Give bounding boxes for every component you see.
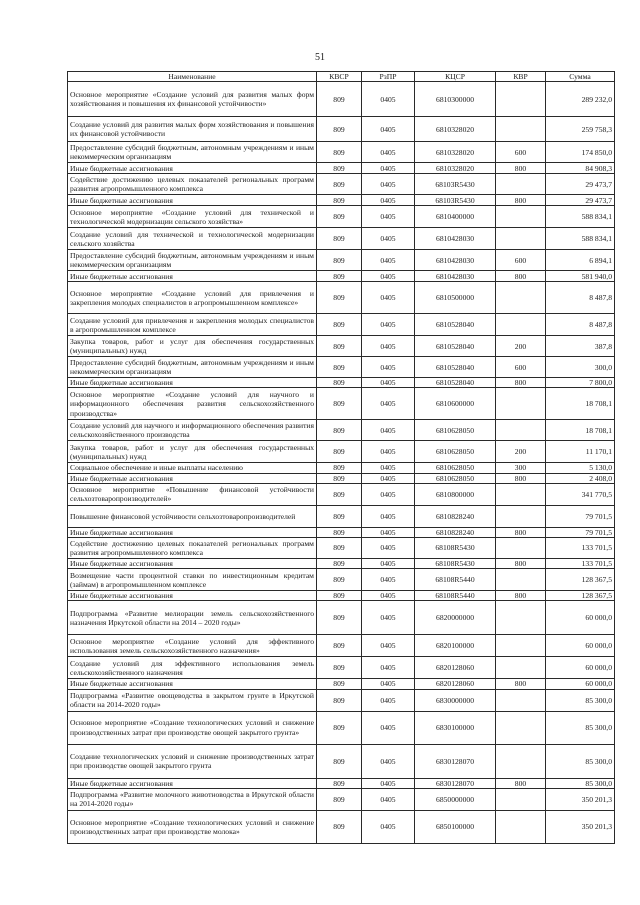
cell-name: Основное мероприятие «Создание условий для развития малых форм хозяйствования и повышения их финансовой устойчивости» [68, 82, 317, 117]
cell-kcsr: 6820100000 [415, 635, 496, 657]
table-row [68, 250, 615, 271]
cell-name: Подпрограмма «Развитие молочного животноводства в Иркутской области на 2014-2020 годы» [68, 788, 317, 810]
table-row [68, 810, 615, 843]
cell-kcsr: 6820000000 [415, 601, 496, 635]
cell-name: Основное мероприятие «Создание условий для эффективного использования земель сельскохозяйственного назначения» [68, 635, 317, 657]
table-row [68, 336, 615, 357]
cell-kcsr: 68108R5430 [415, 538, 496, 559]
cell-kcsr: 68108R5430 [415, 559, 496, 569]
cell-name: Возмещение части процентной ставки по инвестиционным кредитам (займам) в агропромышленном комплексе [68, 569, 317, 591]
cell-rzpr: 0405 [362, 82, 415, 117]
cell-sum: 60 000,0 [546, 601, 615, 635]
cell-sum: 387,8 [546, 336, 615, 357]
cell-rzpr: 0405 [362, 527, 415, 537]
cell-kvr: 200 [496, 441, 546, 463]
cell-name: Основное мероприятие «Создание условий для технической и технологической модернизации сельского хозяйства» [68, 206, 317, 228]
cell-kcsr: 6810500000 [415, 282, 496, 314]
cell-kcsr: 6830128070 [415, 778, 496, 788]
cell-rzpr: 0405 [362, 635, 415, 657]
cell-kvr [496, 228, 546, 250]
cell-kvr: 800 [496, 378, 546, 388]
cell-rzpr: 0405 [362, 505, 415, 527]
cell-kvsr: 809 [317, 788, 362, 810]
cell-name: Основное мероприятие «Создание технологических условий и снижение производственных затрат при производстве молока» [68, 810, 317, 843]
cell-kvr: 200 [496, 336, 546, 357]
cell-sum: 581 940,0 [546, 271, 615, 282]
cell-rzpr: 0405 [362, 689, 415, 711]
cell-sum: 350 201,3 [546, 810, 615, 843]
cell-sum: 8 487,8 [546, 282, 615, 314]
cell-sum: 588 834,1 [546, 206, 615, 228]
cell-kvr [496, 657, 546, 679]
table-row [68, 463, 615, 473]
cell-name: Создание условий для привлечения и закрепления молодых специалистов в агропромышленном комплексе [68, 314, 317, 336]
cell-rzpr: 0405 [362, 538, 415, 559]
table-row [68, 117, 615, 142]
page-number: 51 [315, 52, 325, 63]
cell-rzpr: 0405 [362, 250, 415, 271]
table-row [68, 228, 615, 250]
cell-name: Иные бюджетные ассигнования [68, 778, 317, 788]
cell-rzpr: 0405 [362, 778, 415, 788]
cell-sum: 85 300,0 [546, 711, 615, 744]
cell-name: Закупка товаров, работ и услуг для обеспечения государственных (муниципальных) нужд [68, 336, 317, 357]
cell-kcsr: 6810428030 [415, 250, 496, 271]
cell-name: Создание условий для эффективного использования земель сельскохозяйственного назначения [68, 657, 317, 679]
cell-kvr [496, 635, 546, 657]
cell-sum: 289 232,0 [546, 82, 615, 117]
cell-kvr [496, 744, 546, 778]
cell-rzpr: 0405 [362, 314, 415, 336]
cell-name: Основное мероприятие «Создание технологических условий и снижение производственных затрат при производстве овощей закрытого грунта» [68, 711, 317, 744]
table-header-row [68, 72, 615, 82]
cell-name: Создание условий для развития малых форм хозяйствования и повышения их финансовой устойчивости [68, 117, 317, 142]
cell-rzpr: 0405 [362, 569, 415, 591]
table-row [68, 282, 615, 314]
cell-kvr: 800 [496, 559, 546, 569]
cell-sum: 84 908,3 [546, 163, 615, 174]
cell-kvr: 800 [496, 195, 546, 206]
cell-kvr: 800 [496, 778, 546, 788]
cell-kvsr: 809 [317, 810, 362, 843]
cell-name: Основное мероприятие «Повышение финансовой устойчивости сельхозтоваропроизводителей» [68, 483, 317, 505]
cell-sum: 2 408,0 [546, 473, 615, 483]
table-row [68, 441, 615, 463]
cell-rzpr: 0405 [362, 174, 415, 195]
table-row [68, 142, 615, 163]
table-row [68, 483, 615, 505]
cell-kcsr: 6810428030 [415, 228, 496, 250]
cell-kcsr: 68108R5440 [415, 569, 496, 591]
cell-kvsr: 809 [317, 559, 362, 569]
table-row [68, 357, 615, 378]
cell-kcsr: 6810528040 [415, 336, 496, 357]
cell-kvr [496, 420, 546, 441]
cell-sum: 5 130,0 [546, 463, 615, 473]
cell-name: Социальное обеспечение и иные выплаты населению [68, 463, 317, 473]
cell-sum: 79 701,5 [546, 527, 615, 537]
cell-kvsr: 809 [317, 228, 362, 250]
cell-rzpr: 0405 [362, 441, 415, 463]
cell-name: Иные бюджетные ассигнования [68, 473, 317, 483]
cell-kvsr: 809 [317, 635, 362, 657]
cell-kcsr: 6820128060 [415, 657, 496, 679]
cell-kvsr: 809 [317, 689, 362, 711]
cell-kvsr: 809 [317, 483, 362, 505]
table-body [68, 82, 615, 844]
cell-name: Иные бюджетные ассигнования [68, 527, 317, 537]
cell-rzpr: 0405 [362, 810, 415, 843]
cell-kvsr: 809 [317, 174, 362, 195]
cell-kvsr: 809 [317, 82, 362, 117]
cell-kvr [496, 601, 546, 635]
cell-kvsr: 809 [317, 778, 362, 788]
table-row [68, 744, 615, 778]
cell-kcsr: 6810300000 [415, 82, 496, 117]
cell-rzpr: 0405 [362, 195, 415, 206]
cell-kcsr: 6850100000 [415, 810, 496, 843]
cell-kvsr: 809 [317, 463, 362, 473]
cell-kcsr: 6830100000 [415, 711, 496, 744]
cell-name: Подпрограмма «Развитие овощеводства в закрытом грунте в Иркутской области на 2014-2020 годы» [68, 689, 317, 711]
cell-kvr [496, 505, 546, 527]
cell-rzpr: 0405 [362, 420, 415, 441]
cell-kvr: 600 [496, 357, 546, 378]
cell-name: Иные бюджетные ассигнования [68, 591, 317, 601]
cell-name: Иные бюджетные ассигнования [68, 271, 317, 282]
cell-kvr: 300 [496, 463, 546, 473]
header-kvsr: КВСР [317, 72, 362, 82]
cell-kvsr: 809 [317, 357, 362, 378]
cell-kcsr: 6810828240 [415, 505, 496, 527]
cell-kvsr: 809 [317, 250, 362, 271]
cell-sum: 85 300,0 [546, 744, 615, 778]
cell-name: Предоставление субсидий бюджетным, автономным учреждениям и иным некоммерческим организациям [68, 250, 317, 271]
cell-kvr [496, 538, 546, 559]
cell-sum: 29 473,7 [546, 195, 615, 206]
table-row [68, 679, 615, 689]
cell-rzpr: 0405 [362, 357, 415, 378]
cell-name: Содействие достижению целевых показателей региональных программ развития агропромышленного комплекса [68, 174, 317, 195]
cell-rzpr: 0405 [362, 282, 415, 314]
cell-sum: 174 850,0 [546, 142, 615, 163]
cell-kcsr: 6810400000 [415, 206, 496, 228]
cell-kvsr: 809 [317, 569, 362, 591]
cell-kvr [496, 117, 546, 142]
cell-kvr [496, 788, 546, 810]
cell-rzpr: 0405 [362, 378, 415, 388]
cell-name: Создание условий для научного и информационного обеспечения развития сельскохозяйственного производства [68, 420, 317, 441]
cell-name: Создание технологических условий и снижение производственных затрат при производстве овощей закрытого грунта [68, 744, 317, 778]
cell-kvsr: 809 [317, 744, 362, 778]
cell-rzpr: 0405 [362, 744, 415, 778]
table-row [68, 82, 615, 117]
table-row [68, 378, 615, 388]
cell-kcsr: 6810628050 [415, 473, 496, 483]
cell-kcsr: 6810628050 [415, 441, 496, 463]
cell-kvr [496, 569, 546, 591]
cell-kvsr: 809 [317, 591, 362, 601]
table-row [68, 174, 615, 195]
cell-name: Создание условий для технической и технологической модернизации сельского хозяйства [68, 228, 317, 250]
cell-name: Подпрограмма «Развитие мелиорации земель сельскохозяйственного назначения Иркутской области на 2014 – 2020 годы» [68, 601, 317, 635]
cell-name: Предоставление субсидий бюджетным, автономным учреждениям и иным некоммерческим организациям [68, 357, 317, 378]
cell-kvr [496, 483, 546, 505]
cell-rzpr: 0405 [362, 142, 415, 163]
cell-name: Предоставление субсидий бюджетным, автономным учреждениям и иным некоммерческим организациям [68, 142, 317, 163]
cell-kvsr: 809 [317, 601, 362, 635]
cell-sum: 6 894,1 [546, 250, 615, 271]
cell-kvr: 600 [496, 142, 546, 163]
cell-kcsr: 68103R5430 [415, 174, 496, 195]
table-row [68, 601, 615, 635]
cell-name: Иные бюджетные ассигнования [68, 195, 317, 206]
cell-kvsr: 809 [317, 142, 362, 163]
cell-sum: 85 300,0 [546, 689, 615, 711]
cell-sum: 588 834,1 [546, 228, 615, 250]
cell-kvsr: 809 [317, 527, 362, 537]
table-row [68, 206, 615, 228]
cell-rzpr: 0405 [362, 601, 415, 635]
cell-kvsr: 809 [317, 711, 362, 744]
cell-sum: 133 701,5 [546, 538, 615, 559]
table-row [68, 527, 615, 537]
cell-rzpr: 0405 [362, 788, 415, 810]
cell-sum: 259 758,3 [546, 117, 615, 142]
cell-kvsr: 809 [317, 282, 362, 314]
cell-sum: 11 170,1 [546, 441, 615, 463]
cell-kvsr: 809 [317, 117, 362, 142]
cell-rzpr: 0405 [362, 463, 415, 473]
table-row [68, 538, 615, 559]
cell-kvr: 600 [496, 250, 546, 271]
cell-kvsr: 809 [317, 314, 362, 336]
cell-rzpr: 0405 [362, 679, 415, 689]
table-row [68, 591, 615, 601]
cell-kcsr: 6810528040 [415, 357, 496, 378]
cell-kvsr: 809 [317, 195, 362, 206]
cell-sum: 300,0 [546, 357, 615, 378]
table-row [68, 163, 615, 174]
cell-rzpr: 0405 [362, 336, 415, 357]
cell-kcsr: 6810828240 [415, 527, 496, 537]
cell-kvsr: 809 [317, 679, 362, 689]
cell-rzpr: 0405 [362, 163, 415, 174]
cell-sum: 60 000,0 [546, 679, 615, 689]
cell-kcsr: 68108R5440 [415, 591, 496, 601]
cell-kcsr: 6810528040 [415, 314, 496, 336]
cell-kvsr: 809 [317, 206, 362, 228]
cell-kcsr: 68103R5430 [415, 195, 496, 206]
cell-kvsr: 809 [317, 388, 362, 420]
cell-sum: 85 300,0 [546, 778, 615, 788]
cell-name: Основное мероприятие «Создание условий для научного и информационного обеспечения развития сельскохозяйственного производства» [68, 388, 317, 420]
cell-kcsr: 6810428030 [415, 271, 496, 282]
cell-kvr: 800 [496, 527, 546, 537]
header-name: Наименование [68, 72, 317, 82]
budget-table [67, 71, 615, 844]
cell-name: Иные бюджетные ассигнования [68, 378, 317, 388]
cell-sum: 341 770,5 [546, 483, 615, 505]
cell-sum: 18 708,1 [546, 388, 615, 420]
cell-kcsr: 6810800000 [415, 483, 496, 505]
cell-kcsr: 6830000000 [415, 689, 496, 711]
table-row [68, 559, 615, 569]
cell-sum: 7 800,0 [546, 378, 615, 388]
cell-kcsr: 6810328020 [415, 117, 496, 142]
cell-kvsr: 809 [317, 420, 362, 441]
cell-kcsr: 6820128060 [415, 679, 496, 689]
cell-sum: 60 000,0 [546, 635, 615, 657]
table-row [68, 473, 615, 483]
cell-name: Основное мероприятие «Создание условий для привлечения и закрепления молодых специалистов в агропромышленном комплексе» [68, 282, 317, 314]
table-row [68, 420, 615, 441]
cell-rzpr: 0405 [362, 388, 415, 420]
cell-kvsr: 809 [317, 473, 362, 483]
cell-rzpr: 0405 [362, 206, 415, 228]
cell-sum: 128 367,5 [546, 569, 615, 591]
cell-rzpr: 0405 [362, 117, 415, 142]
cell-kcsr: 6830128070 [415, 744, 496, 778]
cell-rzpr: 0405 [362, 711, 415, 744]
cell-kvsr: 809 [317, 538, 362, 559]
cell-name: Иные бюджетные ассигнования [68, 679, 317, 689]
cell-rzpr: 0405 [362, 228, 415, 250]
cell-sum: 128 367,5 [546, 591, 615, 601]
header-sum: Сумма [546, 72, 615, 82]
table-row [68, 271, 615, 282]
cell-kvsr: 809 [317, 657, 362, 679]
table-row [68, 314, 615, 336]
cell-sum: 29 473,7 [546, 174, 615, 195]
cell-kvr [496, 711, 546, 744]
table-row [68, 635, 615, 657]
cell-kcsr: 6810628050 [415, 420, 496, 441]
table-row [68, 388, 615, 420]
cell-kvsr: 809 [317, 271, 362, 282]
cell-kvsr: 809 [317, 336, 362, 357]
table-row [68, 778, 615, 788]
cell-kvr [496, 314, 546, 336]
cell-kvr: 800 [496, 473, 546, 483]
cell-kvr [496, 689, 546, 711]
cell-kcsr: 6810600000 [415, 388, 496, 420]
cell-kvr [496, 810, 546, 843]
cell-kvr [496, 282, 546, 314]
cell-rzpr: 0405 [362, 657, 415, 679]
header-rzpr: РзПР [362, 72, 415, 82]
header-kvr: КВР [496, 72, 546, 82]
cell-sum: 8 487,8 [546, 314, 615, 336]
cell-sum: 350 201,3 [546, 788, 615, 810]
cell-sum: 133 701,5 [546, 559, 615, 569]
table-row [68, 689, 615, 711]
header-kcsr: КЦСР [415, 72, 496, 82]
cell-kvsr: 809 [317, 441, 362, 463]
table-row [68, 657, 615, 679]
cell-kcsr: 6810628050 [415, 463, 496, 473]
cell-rzpr: 0405 [362, 559, 415, 569]
cell-rzpr: 0405 [362, 483, 415, 505]
cell-kvr [496, 82, 546, 117]
table-row [68, 195, 615, 206]
cell-kvr [496, 206, 546, 228]
cell-kvr [496, 174, 546, 195]
cell-kvr: 800 [496, 591, 546, 601]
cell-kvsr: 809 [317, 505, 362, 527]
cell-sum: 60 000,0 [546, 657, 615, 679]
table-row [68, 711, 615, 744]
cell-rzpr: 0405 [362, 271, 415, 282]
cell-name: Повышение финансовой устойчивости сельхозтоваропроизводителей [68, 505, 317, 527]
cell-rzpr: 0405 [362, 591, 415, 601]
cell-kvr: 800 [496, 271, 546, 282]
cell-kvsr: 809 [317, 378, 362, 388]
table-row [68, 505, 615, 527]
cell-sum: 79 701,5 [546, 505, 615, 527]
cell-name: Содействие достижению целевых показателей региональных программ развития агропромышленного комплекса [68, 538, 317, 559]
table-row [68, 569, 615, 591]
cell-kcsr: 6850000000 [415, 788, 496, 810]
cell-kcsr: 6810528040 [415, 378, 496, 388]
cell-kvr: 800 [496, 163, 546, 174]
cell-kvr: 800 [496, 679, 546, 689]
cell-kvr [496, 388, 546, 420]
table-row [68, 788, 615, 810]
cell-name: Иные бюджетные ассигнования [68, 163, 317, 174]
cell-kvsr: 809 [317, 163, 362, 174]
cell-rzpr: 0405 [362, 473, 415, 483]
cell-kcsr: 6810328020 [415, 163, 496, 174]
cell-kcsr: 6810328020 [415, 142, 496, 163]
cell-name: Иные бюджетные ассигнования [68, 559, 317, 569]
cell-sum: 18 708,1 [546, 420, 615, 441]
cell-name: Закупка товаров, работ и услуг для обеспечения государственных (муниципальных) нужд [68, 441, 317, 463]
